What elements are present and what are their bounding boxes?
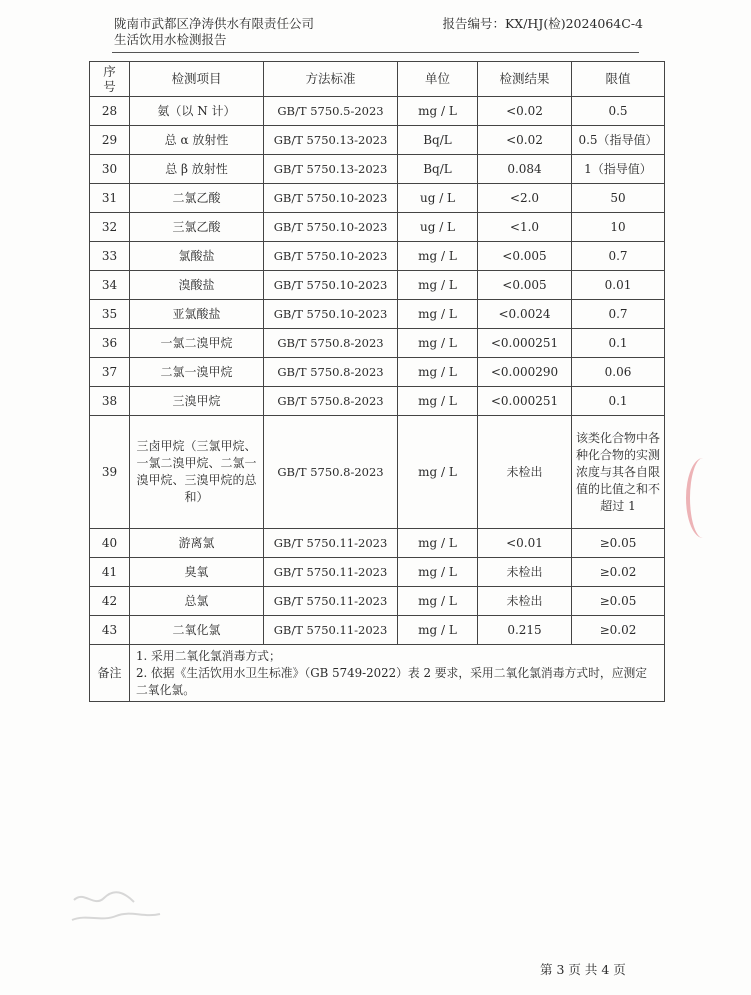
cell-method: GB/T 5750.8-2023 <box>264 329 398 358</box>
cell-limit: 0.01 <box>572 271 665 300</box>
cell-method: GB/T 5750.10-2023 <box>264 242 398 271</box>
table-row <box>90 616 665 645</box>
header-rule <box>112 52 639 53</box>
cell-item: 二氯乙酸 <box>130 184 264 213</box>
table-row <box>90 242 665 271</box>
cell-no: 43 <box>90 616 130 645</box>
note-line: 2. 依据《生活饮用水卫生标准》（GB 5749-2022）表 2 要求，采用二氧化氯消毒方式时，应测定二氧化氯。 <box>136 665 648 697</box>
table-row <box>90 126 665 155</box>
table-row <box>90 300 665 329</box>
cell-result: <0.000290 <box>478 358 572 387</box>
cell-limit: 该类化合物中各种化合物的实测浓度与其各自限值的比值之和不超过 1 <box>572 416 665 529</box>
cell-item: 氨（以 N 计） <box>130 97 264 126</box>
cell-unit: mg / L <box>398 387 478 416</box>
cell-item: 亚氯酸盐 <box>130 300 264 329</box>
cell-unit: mg / L <box>398 329 478 358</box>
cell-item: 三卤甲烷（三氯甲烷、一氯二溴甲烷、二氯一溴甲烷、三溴甲烷的总和） <box>130 416 264 529</box>
cell-result: 未检出 <box>478 558 572 587</box>
cell-result: 0.084 <box>478 155 572 184</box>
col-header-method: 方法标准 <box>264 62 398 97</box>
cell-limit: 0.7 <box>572 242 665 271</box>
cell-item: 三氯乙酸 <box>130 213 264 242</box>
table-row <box>90 97 665 126</box>
cell-item: 总 α 放射性 <box>130 126 264 155</box>
col-header-item: 检测项目 <box>130 62 264 97</box>
cell-method: GB/T 5750.8-2023 <box>264 387 398 416</box>
cell-result: <0.02 <box>478 97 572 126</box>
cell-unit: mg / L <box>398 529 478 558</box>
cell-no: 40 <box>90 529 130 558</box>
cell-method: GB/T 5750.10-2023 <box>264 213 398 242</box>
col-header-limit: 限值 <box>572 62 665 97</box>
cell-result: <0.000251 <box>478 329 572 358</box>
table-row <box>90 587 665 616</box>
table-row <box>90 387 665 416</box>
faint-signature-mark <box>64 880 184 930</box>
cell-item: 溴酸盐 <box>130 271 264 300</box>
cell-limit: 1（指导值） <box>572 155 665 184</box>
cell-result: <0.005 <box>478 242 572 271</box>
cell-unit: mg / L <box>398 358 478 387</box>
cell-unit: mg / L <box>398 616 478 645</box>
cell-item: 二氧化氯 <box>130 616 264 645</box>
cell-item: 二氯一溴甲烷 <box>130 358 264 387</box>
cell-unit: Bq/L <box>398 126 478 155</box>
cell-limit: 10 <box>572 213 665 242</box>
cell-method: GB/T 5750.11-2023 <box>264 558 398 587</box>
cell-unit: mg / L <box>398 300 478 329</box>
cell-no: 32 <box>90 213 130 242</box>
col-header-unit: 单位 <box>398 62 478 97</box>
cell-limit: ≥0.05 <box>572 587 665 616</box>
cell-unit: mg / L <box>398 587 478 616</box>
table-row <box>90 416 665 529</box>
cell-result: <0.0024 <box>478 300 572 329</box>
cell-result: 未检出 <box>478 587 572 616</box>
cell-no: 37 <box>90 358 130 387</box>
cell-item: 总氯 <box>130 587 264 616</box>
results-table <box>89 61 665 702</box>
cell-unit: mg / L <box>398 271 478 300</box>
cell-no: 35 <box>90 300 130 329</box>
notes-label: 备注 <box>90 645 130 702</box>
cell-item: 臭氧 <box>130 558 264 587</box>
cell-item: 氯酸盐 <box>130 242 264 271</box>
cell-no: 33 <box>90 242 130 271</box>
cell-result: <1.0 <box>478 213 572 242</box>
cell-no: 42 <box>90 587 130 616</box>
cell-method: GB/T 5750.8-2023 <box>264 358 398 387</box>
cell-no: 34 <box>90 271 130 300</box>
table-row <box>90 329 665 358</box>
cell-no: 39 <box>90 416 130 529</box>
page-number: 第 3 页 共 4 页 <box>540 962 626 977</box>
cell-unit: ug / L <box>398 184 478 213</box>
cell-result: 未检出 <box>478 416 572 529</box>
cell-no: 36 <box>90 329 130 358</box>
cell-limit: 0.5（指导值） <box>572 126 665 155</box>
table-row <box>90 155 665 184</box>
cell-unit: Bq/L <box>398 155 478 184</box>
report-header-left <box>114 16 314 48</box>
cell-limit: ≥0.02 <box>572 616 665 645</box>
table-header-row <box>90 62 665 97</box>
report-number: 报告编号：KX/HJ(检)2024064C-4 <box>442 16 643 31</box>
cell-result: <0.01 <box>478 529 572 558</box>
note-line: 1. 采用二氧化氯消毒方式； <box>136 648 281 663</box>
cell-limit: ≥0.02 <box>572 558 665 587</box>
cell-limit: 0.06 <box>572 358 665 387</box>
cell-method: GB/T 5750.10-2023 <box>264 300 398 329</box>
cell-no: 31 <box>90 184 130 213</box>
cell-limit: 0.7 <box>572 300 665 329</box>
report-title: 生活饮用水检测报告 <box>114 32 227 47</box>
table-row <box>90 271 665 300</box>
cell-method: GB/T 5750.13-2023 <box>264 155 398 184</box>
cell-result: 0.215 <box>478 616 572 645</box>
cell-limit: ≥0.05 <box>572 529 665 558</box>
cell-method: GB/T 5750.5-2023 <box>264 97 398 126</box>
table-row <box>90 213 665 242</box>
cell-method: GB/T 5750.11-2023 <box>264 529 398 558</box>
cell-method: GB/T 5750.10-2023 <box>264 271 398 300</box>
cell-no: 41 <box>90 558 130 587</box>
table-row <box>90 558 665 587</box>
notes-text <box>130 645 665 702</box>
company-name: 陇南市武都区净涛供水有限责任公司 <box>114 16 315 31</box>
cell-limit: 0.5 <box>572 97 665 126</box>
table-row <box>90 529 665 558</box>
cell-result: <2.0 <box>478 184 572 213</box>
cell-item: 游离氯 <box>130 529 264 558</box>
cell-limit: 0.1 <box>572 387 665 416</box>
col-header-result: 检测结果 <box>478 62 572 97</box>
cell-result: <0.005 <box>478 271 572 300</box>
cell-limit: 0.1 <box>572 329 665 358</box>
cell-method: GB/T 5750.8-2023 <box>264 416 398 529</box>
cell-method: GB/T 5750.13-2023 <box>264 126 398 155</box>
col-header-no: 序号 <box>90 62 130 97</box>
table-row <box>90 184 665 213</box>
cell-no: 28 <box>90 97 130 126</box>
seal-mark <box>694 470 704 510</box>
cell-result: <0.000251 <box>478 387 572 416</box>
table-row <box>90 358 665 387</box>
cell-method: GB/T 5750.11-2023 <box>264 616 398 645</box>
notes-row <box>90 645 665 702</box>
cell-method: GB/T 5750.11-2023 <box>264 587 398 616</box>
cell-method: GB/T 5750.10-2023 <box>264 184 398 213</box>
cell-item: 总 β 放射性 <box>130 155 264 184</box>
cell-unit: mg / L <box>398 416 478 529</box>
cell-unit: ug / L <box>398 213 478 242</box>
cell-no: 30 <box>90 155 130 184</box>
cell-unit: mg / L <box>398 558 478 587</box>
cell-no: 38 <box>90 387 130 416</box>
cell-unit: mg / L <box>398 97 478 126</box>
cell-item: 一氯二溴甲烷 <box>130 329 264 358</box>
cell-result: <0.02 <box>478 126 572 155</box>
cell-item: 三溴甲烷 <box>130 387 264 416</box>
cell-unit: mg / L <box>398 242 478 271</box>
cell-no: 29 <box>90 126 130 155</box>
cell-limit: 50 <box>572 184 665 213</box>
